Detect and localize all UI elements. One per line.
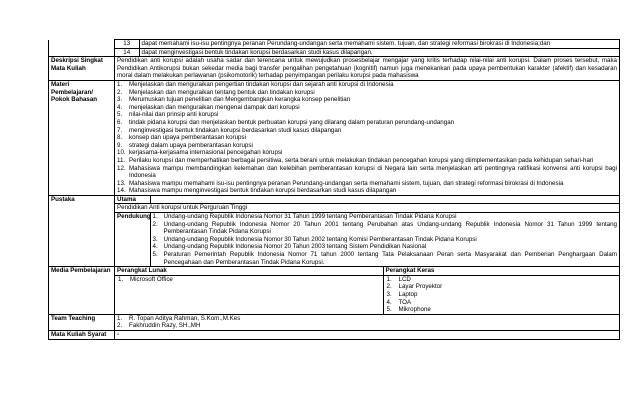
row-text: dapat memahami isu-isu pentingnya peranan Perundang-undangan serta memahami sistem, tujuan, dan strategi reformasi birokrasi di Indonesia;dan (139, 40, 619, 48)
list-item (117, 149, 617, 157)
team-list-cell (115, 314, 620, 330)
item-text: Merumuskan tujuan penelitian dan Mengembangkan kerangka konsep penelitian (129, 96, 351, 104)
item-text: Mahasiswa mampu menginvestigasi bentuk tindakan korupsi berdasarkan studi kasus dilapangan (129, 187, 397, 195)
item-number: 7. (117, 126, 123, 134)
item-text: strategi dalam upaya pemberantasan korupsi (129, 141, 253, 149)
item-number: 6. (117, 118, 123, 126)
list-item (153, 221, 618, 236)
item-text: Undang-undang Republik Indonesia Nomor 20 Tahun 2003 tentang Sistem Pendidikan Nasional (163, 243, 427, 251)
list-item (117, 104, 617, 112)
list-item (117, 89, 617, 97)
materi-row (49, 80, 620, 195)
table-row (115, 267, 619, 275)
pustaka-row (49, 195, 620, 266)
empty-label-cell (49, 40, 115, 57)
team-label: Team Teaching (49, 314, 115, 330)
table-row (115, 204, 619, 213)
row-number: 13 (115, 40, 139, 48)
pustaka-label: Pustaka (49, 195, 115, 266)
utama-label: Utama (115, 196, 150, 204)
table-row (115, 213, 619, 267)
media-label: Media Pembelajaran (49, 267, 115, 315)
item-text: Undang-undang Republik Indonesia Nomor 31 Tahun 1999 tentang Pemberantasan Tindak Pidana Korupsi (163, 213, 457, 221)
item-text: nilai-nilai dan prinsip anti korupsi (129, 111, 219, 119)
team-row (49, 314, 620, 330)
list-item (118, 276, 381, 284)
deskripsi-label: Deskripsi Singkat Mata Kuliah (49, 57, 115, 81)
list-item (117, 322, 617, 330)
item-text: Undang-undang Republik Indonesia Nomor 30 Tahun 2002 tentang Komisi Pemberantasan Tindak Pidana Korupsi (163, 235, 477, 243)
item-text: Laptop (398, 291, 418, 298)
item-number: 8. (117, 134, 123, 142)
deskripsi-row (49, 57, 620, 81)
item-number: 1. (386, 275, 392, 283)
list-item (117, 142, 617, 150)
materi-list (117, 81, 617, 195)
list-item (117, 180, 617, 188)
item-number: 12. (117, 164, 126, 172)
media-table (115, 267, 619, 314)
list-item (117, 96, 617, 104)
deskripsi-text: Pendidikan anti korupsi adalah usaha sadar dan terencana untuk mewujudkan prosesbelajar mengajar yang kritis terhadap nilai-nilai anti korupsi. Dalam proses tersebut, maka Pendidikan Antikorupsi bukan sekedar media bagi transfer pengalihan pengetahuan (kognitif) namun juga menekankan pada upaya pembentukan karakter (afektif) dan kesadaran moral dalam melakukan perlawanan (psikomotorik) terhadap penyimpangan perilaku korupsi pada mahasiswa (115, 57, 620, 81)
pendukung-list (153, 213, 618, 266)
media-row (49, 267, 620, 315)
continuation-table (115, 40, 619, 56)
lunak-list (118, 276, 381, 284)
item-number: 4. (386, 298, 392, 306)
item-text: LCD (398, 275, 411, 283)
materi-list-cell (115, 80, 620, 195)
list-item (117, 315, 617, 323)
list-item (117, 111, 617, 119)
syarat-value: - (115, 330, 620, 339)
item-number: 1. (118, 275, 124, 283)
list-item (117, 187, 617, 195)
item-text: Fakhruddin Razy, SH.,MH (129, 322, 201, 330)
list-item (387, 276, 618, 284)
list-item (117, 81, 617, 89)
list-item (153, 213, 618, 221)
list-item (117, 157, 617, 165)
row-text: dapat menginvestigasi bentuk tindakan korupsi berdasarkan studi kasus dilapangan. (139, 48, 619, 56)
list-item (387, 291, 618, 299)
item-text: R. Topan Aditya Rahman, S.Kom.,M.Kes (129, 314, 241, 322)
media-cell (115, 267, 620, 315)
table-row (115, 48, 619, 56)
item-text: Undang-undang Republik Indonesia Nomor 20 Tahun 2001 tentang Perubahan atas Undang-undang Republik Indonesia Nomor 31 Tahun 1999 tentang Pemberantasan Tindak Pidana Korupsi (163, 220, 617, 236)
table-row (115, 196, 619, 204)
table-row (115, 40, 619, 48)
syarat-label: Mata Kuliah Syarat (49, 330, 115, 339)
row-number: 14 (115, 48, 139, 56)
item-text: kerjasama-kerjasama internasional pencegahan korupsi (129, 149, 283, 157)
item-text: Layar Proyektor (398, 283, 443, 291)
item-text: konsep dan upaya pemberantasan korupsi (129, 134, 246, 142)
list-item (153, 243, 618, 251)
list-item (117, 165, 617, 180)
lunak-list-cell (115, 275, 383, 313)
item-text: Microsoft Office (130, 275, 173, 283)
item-text: tindak pidana korupsi dan menjelaskan bentuk perbuatan korupsi yang dilarang dalam peraturan perundang-undangan (129, 118, 455, 126)
item-text: Menjelaskan dan menguraikan tentang bentuk dan tindakan korupsi (129, 88, 315, 96)
item-number: 1. (152, 213, 158, 221)
pustaka-table (115, 196, 619, 266)
keras-list (387, 276, 618, 314)
item-text: Mikrophone (398, 306, 431, 314)
list-item (153, 251, 618, 266)
item-text: menginvestigasi bentuk tindakan korupsi berdasarkan studi kasus dilapangan (129, 126, 342, 134)
pustaka-cell (115, 195, 620, 266)
pendukung-list-cell (150, 213, 619, 267)
item-number: 5. (117, 111, 123, 119)
list-item (387, 299, 618, 307)
item-text: Mahasiswa mampu membandingkan kelemahan dan kelebihan pemberantasan korupsi di Negara lain serta menjelaskan arti pentingnya ratifikasi konvensi anti korupsi bagi Indonesia (129, 164, 617, 180)
item-number: 3. (152, 235, 158, 243)
item-number: 4. (152, 243, 158, 251)
list-item (387, 306, 618, 314)
item-text: Menjelaskan dan menguraikan pengertian tindakan korupsi dan sejarah anti korupsi di Indonesia (129, 80, 394, 88)
item-number: 4. (117, 103, 123, 111)
item-number: 2. (386, 283, 392, 291)
list-item (117, 134, 617, 142)
materi-label: Materi Pembelajaran/ Pokok Bahasan (49, 80, 115, 195)
list-item (117, 119, 617, 127)
item-number: 10. (117, 149, 126, 157)
item-text: menjelaskan dan menguraikan mengenai dampak dari korupsi (129, 103, 300, 111)
item-text: TOA (398, 298, 412, 306)
item-text: Peraturan Pemerintah Republik Indonesia Nomor 71 tahun 2000 tentang Tata Pelaksanaan Peran serta Masyarakat dan Pemberian Penghargaan Dalam Pencegahaan dan Pemberantasan Tindak Pidana Korupsi. (163, 251, 617, 266)
rps-table (48, 39, 620, 340)
keras-list-cell (383, 275, 619, 313)
item-number: 1. (117, 314, 123, 322)
lunak-label: Perangkat Lunak (115, 267, 383, 275)
item-number: 3. (117, 96, 123, 104)
team-list (117, 315, 617, 330)
list-item (153, 236, 618, 244)
item-number: 1. (117, 80, 123, 88)
item-number: 11. (117, 156, 126, 164)
list-item (387, 283, 618, 291)
syarat-row (49, 330, 620, 339)
item-number: 9. (117, 141, 123, 149)
item-number: 14. (117, 187, 126, 195)
continuation-row (49, 40, 620, 57)
item-number: 2. (117, 322, 123, 330)
list-item (117, 127, 617, 135)
pendukung-label: Pendukung (115, 213, 150, 267)
utama-text: Pendidikan Anti korupsi untuk Perguruan Tinggi (115, 204, 619, 213)
item-text: Mahasiswa mampu memahami isu-isu pentingnya peranan Perundang-undangan serta memahami sistem, tujuan, dan strategi reformasi birokrasi di Indonesia (129, 179, 564, 187)
item-number: 5. (386, 306, 392, 314)
keras-label: Perangkat Keras (383, 267, 619, 275)
table-row (115, 275, 619, 313)
item-number: 13. (117, 179, 126, 187)
item-text: Perilaku korupsi dan memperhatikan berbagai persitiwa, serta berani untuk melakukan tindakan pencegahan korupsi yang diimplementasikan pada kehidupan sehari-hari (129, 156, 594, 164)
item-number: 2. (152, 220, 158, 228)
item-number: 2. (117, 88, 123, 96)
item-number: 3. (386, 291, 392, 298)
item-number: 5. (152, 251, 158, 259)
